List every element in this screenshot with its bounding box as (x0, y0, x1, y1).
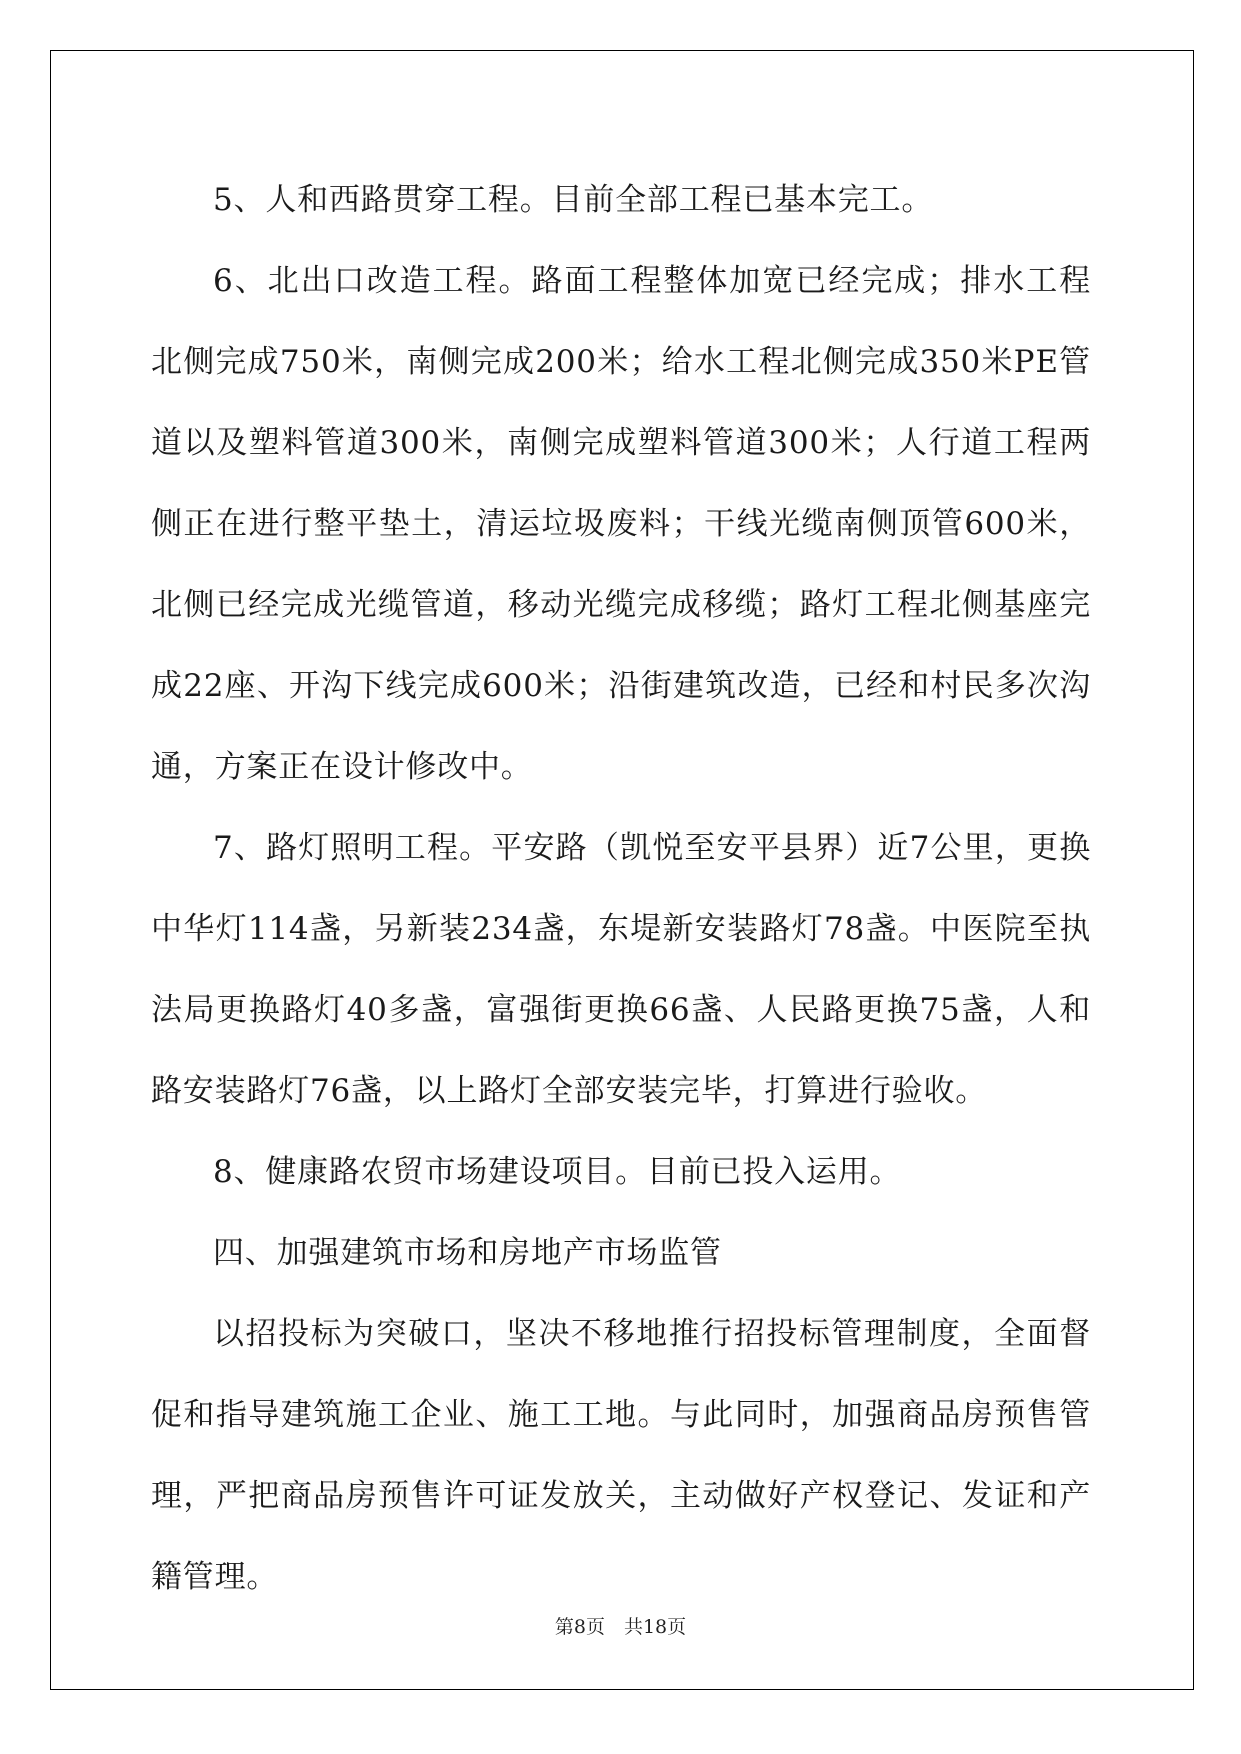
paragraph-item-6: 6、北出口改造工程。路面工程整体加宽已经完成；排水工程北侧完成750米，南侧完成200米；给水工程北侧完成350米PE管道以及塑料管道300米，南侧完成塑料管道300米；人行道工程两侧正在进行整平垫土，清运垃圾废料；干线光缆南侧顶管600米，北侧已经完成光缆管道，移动光缆完成移缆；路灯工程北侧基座完成22座、开沟下线完成600米；沿街建筑改造，已经和村民多次沟通，方案正在设计修改中。 (151, 263, 1091, 785)
page-number: 第8页 共18页 (554, 1616, 687, 1638)
paragraph-item-5: 5、人和西路贯穿工程。目前全部工程已基本完工。 (213, 182, 934, 218)
paragraph-tendering: 以招投标为突破口，坚决不移地推行招投标管理制度，全面督促和指导建筑施工企业、施工工地。与此同时，加强商品房预售管理，严把商品房预售许可证发放关，主动做好产权登记、发证和产籍管理。 (151, 1316, 1091, 1595)
document-body (151, 160, 1091, 1618)
paragraph-item-7: 7、路灯照明工程。平安路（凯悦至安平县界）近7公里，更换中华灯114盏，另新装234盏，东堤新安装路灯78盏。中医院至执法局更换路灯40多盏，富强街更换66盏、人民路更换75盏，人和路安装路灯76盏，以上路灯全部安装完毕，打算进行验收。 (151, 830, 1091, 1109)
section-heading: 四、加强建筑市场和房地产市场监管 (213, 1235, 722, 1271)
paragraph-item-8: 8、健康路农贸市场建设项目。目前已投入运用。 (213, 1154, 902, 1190)
